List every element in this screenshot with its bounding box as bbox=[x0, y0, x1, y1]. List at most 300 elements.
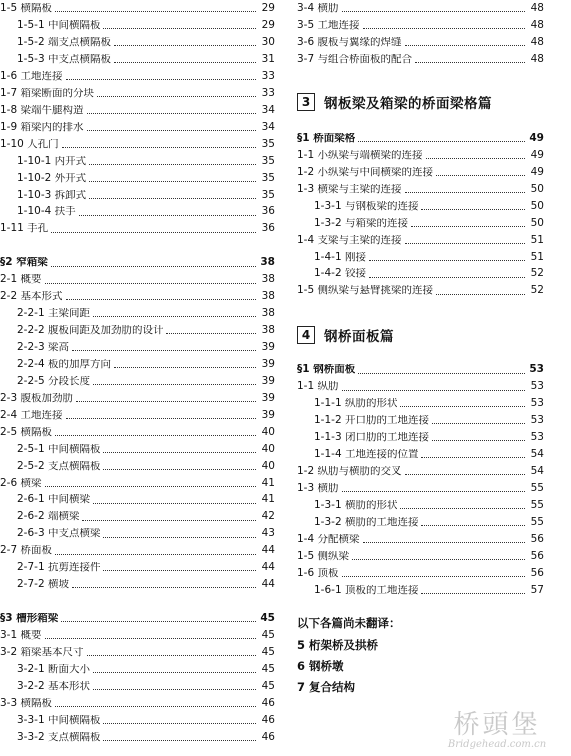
dot-leader bbox=[45, 485, 257, 487]
toc-entry-row[interactable] bbox=[0, 288, 275, 305]
toc-page-number: 41 bbox=[261, 493, 275, 506]
dot-leader bbox=[358, 372, 525, 374]
toc-page-number: 42 bbox=[261, 510, 275, 523]
toc-entry-row[interactable] bbox=[0, 136, 275, 153]
dot-leader bbox=[415, 61, 525, 63]
toc-page-number: 56 bbox=[530, 566, 544, 579]
toc-entry-label: 1-5 侧纵梁 bbox=[297, 550, 349, 562]
toc-entry-label: 1-3 横肋 bbox=[297, 482, 339, 494]
toc-entry-label: 2-2 基本形式 bbox=[0, 291, 63, 302]
toc-entry-row[interactable] bbox=[0, 68, 275, 85]
dot-leader bbox=[432, 439, 525, 441]
toc-entry-row[interactable] bbox=[0, 271, 275, 288]
toc-page-number: 45 bbox=[261, 679, 275, 692]
toc-entry-row[interactable] bbox=[0, 576, 275, 593]
dot-leader bbox=[114, 44, 256, 46]
toc-entry-row[interactable] bbox=[0, 678, 275, 695]
toc-entry-label: 2-3 腹板加劲肋 bbox=[0, 392, 73, 404]
toc-entry-label: 1-1 小纵梁与端横梁的连接 bbox=[297, 149, 423, 161]
toc-page-number: 54 bbox=[530, 448, 544, 461]
toc-entry-row[interactable] bbox=[0, 186, 275, 203]
part-3-toc-list bbox=[297, 130, 544, 299]
toc-entry-row[interactable] bbox=[297, 514, 544, 531]
toc-entry-row[interactable] bbox=[0, 390, 275, 407]
toc-entry-row[interactable] bbox=[297, 198, 544, 215]
dot-leader bbox=[72, 349, 256, 351]
toc-entry-row[interactable] bbox=[0, 17, 275, 34]
toc-entry-row[interactable] bbox=[297, 463, 544, 480]
part-4-title: 钢桥面板篇 bbox=[324, 329, 394, 346]
toc-right-column bbox=[297, 0, 544, 697]
watermark-logo bbox=[437, 704, 557, 750]
toc-entry-label: 1-10-4 扶手 bbox=[17, 206, 76, 217]
toc-page-number: 55 bbox=[530, 498, 544, 511]
toc-entry-row[interactable] bbox=[0, 542, 275, 559]
toc-section-row[interactable] bbox=[0, 610, 275, 627]
toc-entry-row[interactable] bbox=[0, 491, 275, 508]
dot-leader bbox=[93, 383, 256, 385]
toc-entry-row[interactable] bbox=[297, 395, 544, 412]
toc-page-number: 46 bbox=[261, 730, 275, 743]
toc-page-number: 36 bbox=[261, 222, 275, 235]
toc-section-row[interactable] bbox=[297, 130, 544, 147]
dot-leader bbox=[103, 451, 256, 453]
toc-entry-label: 1-5 侧纵梁与悬臂挑梁的连接 bbox=[297, 285, 433, 296]
toc-entry-label: 1-6 工地连接 bbox=[0, 70, 63, 82]
dot-leader bbox=[421, 208, 525, 210]
toc-entry-label: 1-4-2 铰接 bbox=[314, 268, 366, 279]
toc-entry-row[interactable] bbox=[297, 581, 544, 598]
toc-entry-label: 3-6 腹板与翼缘的焊缝 bbox=[297, 37, 402, 48]
toc-page-number: 53 bbox=[530, 414, 544, 427]
toc-entry-row[interactable] bbox=[0, 661, 275, 678]
toc-entry-row[interactable] bbox=[0, 34, 275, 51]
toc-page-number: 57 bbox=[530, 583, 544, 596]
toc-page-number: 36 bbox=[261, 205, 275, 218]
toc-entry-label: 1-5-3 中支点横隔板 bbox=[17, 54, 111, 65]
toc-entry-row[interactable] bbox=[297, 34, 544, 51]
toc-entry-label: 1-3-2 与箱梁的连接 bbox=[314, 217, 408, 229]
toc-entry-label: 1-5-2 端支点横隔板 bbox=[17, 37, 111, 48]
toc-page-number: 56 bbox=[530, 532, 544, 545]
toc-entry-row[interactable] bbox=[0, 508, 275, 525]
untranslated-list bbox=[297, 634, 544, 697]
dot-leader bbox=[93, 502, 256, 504]
dot-leader bbox=[342, 575, 526, 577]
toc-page-number: 35 bbox=[261, 188, 275, 201]
dot-leader bbox=[45, 637, 257, 639]
toc-entry-row[interactable] bbox=[297, 164, 544, 181]
dot-leader bbox=[97, 95, 256, 97]
dot-leader bbox=[55, 10, 256, 12]
toc-page-number: 48 bbox=[530, 19, 544, 32]
dot-leader bbox=[421, 456, 525, 458]
toc-entry-row[interactable] bbox=[297, 378, 544, 395]
toc-entry-row[interactable] bbox=[0, 322, 275, 339]
toc-entry-row[interactable] bbox=[0, 119, 275, 136]
dot-leader bbox=[89, 197, 256, 199]
toc-page-number: 49 bbox=[530, 165, 544, 178]
toc-entry-row[interactable] bbox=[0, 457, 275, 474]
dot-leader bbox=[51, 231, 256, 233]
toc-page-number: 49 bbox=[529, 131, 544, 144]
untranslated-item: 7 复合结构 bbox=[297, 679, 356, 694]
toc-entry-row[interactable] bbox=[297, 214, 544, 231]
dot-leader bbox=[432, 422, 525, 424]
dot-leader bbox=[400, 507, 525, 509]
toc-page-number: 35 bbox=[261, 137, 275, 150]
dot-leader bbox=[103, 569, 256, 571]
dot-leader bbox=[87, 129, 257, 131]
toc-entry-label: 1-1-1 纵肋的形状 bbox=[314, 398, 398, 409]
toc-entry-row[interactable] bbox=[0, 305, 275, 322]
dot-leader bbox=[62, 146, 256, 148]
dot-leader bbox=[342, 389, 526, 391]
toc-page-number: 52 bbox=[530, 284, 544, 297]
toc-entry-label: 2-2-1 主梁间距 bbox=[17, 308, 90, 319]
toc-entry-row[interactable] bbox=[0, 695, 275, 712]
toc-entry-label: 1-2 纵肋与横肋的交叉 bbox=[297, 465, 402, 477]
dot-leader bbox=[76, 400, 256, 402]
toc-page-number: 30 bbox=[261, 36, 275, 49]
dot-leader bbox=[363, 541, 526, 543]
toc-entry-label: 2-2-5 分段长度 bbox=[17, 375, 90, 387]
toc-entry-label: 1-7 箱梁断面的分块 bbox=[0, 87, 94, 99]
toc-page-number: 44 bbox=[261, 578, 275, 591]
dot-leader bbox=[61, 620, 256, 622]
toc-entry-label: 1-4 分配横梁 bbox=[297, 533, 360, 545]
toc-entry-row[interactable] bbox=[297, 429, 544, 446]
toc-entry-label: 3-7 与组合桥面板的配合 bbox=[297, 54, 412, 65]
toc-entry-label: 3-1 概要 bbox=[0, 630, 42, 641]
toc-entry-label: 2-7-1 抗剪连接件 bbox=[17, 562, 101, 573]
toc-page-number: 51 bbox=[530, 250, 544, 263]
dot-leader bbox=[55, 553, 256, 555]
toc-page-number: 45 bbox=[260, 612, 275, 625]
toc-page-number: 39 bbox=[261, 341, 275, 354]
toc-entry-label: 1-1-2 开口肋的工地连接 bbox=[314, 415, 429, 426]
toc-entry-row[interactable] bbox=[297, 531, 544, 548]
toc-page-number: 40 bbox=[261, 442, 275, 455]
toc-entry-label: 2-2-4 板的加厚方向 bbox=[17, 358, 111, 370]
part-3-title: 钢板梁及箱梁的桥面梁格篇 bbox=[324, 95, 492, 112]
toc-page-number: 35 bbox=[261, 171, 275, 184]
dot-leader bbox=[358, 140, 525, 142]
toc-page-number: 53 bbox=[530, 431, 544, 444]
toc-entry-row[interactable] bbox=[297, 282, 544, 299]
dot-leader bbox=[87, 654, 257, 656]
toc-entry-label: 2-4 工地连接 bbox=[0, 409, 63, 421]
toc-entry-label: 2-5-2 支点横隔板 bbox=[17, 460, 101, 472]
toc-entry-label: 3-2-1 断面大小 bbox=[17, 663, 90, 675]
toc-entry-row[interactable] bbox=[0, 644, 275, 661]
toc-entry-row[interactable] bbox=[0, 728, 275, 745]
toc-left-column bbox=[0, 0, 275, 745]
toc-entry-row[interactable] bbox=[0, 102, 275, 119]
part-4-toc-list bbox=[297, 361, 544, 598]
toc-entry-row[interactable] bbox=[0, 203, 275, 220]
toc-page-number: 39 bbox=[261, 391, 275, 404]
toc-entry-row[interactable] bbox=[297, 181, 544, 198]
dot-leader bbox=[166, 332, 256, 334]
toc-page-number: 34 bbox=[261, 103, 275, 116]
toc-entry-label: 2-2-3 梁高 bbox=[17, 342, 69, 353]
toc-entry-row[interactable] bbox=[0, 152, 275, 169]
toc-entry-row[interactable] bbox=[0, 407, 275, 424]
toc-entry-label: 1-4 支梁与主梁的连接 bbox=[297, 234, 402, 246]
part-3-number-box: 3 bbox=[297, 93, 315, 111]
toc-page-number: 52 bbox=[530, 267, 544, 280]
toc-entry-row[interactable] bbox=[297, 17, 544, 34]
toc-entry-label: 1-3-2 横肋的工地连接 bbox=[314, 516, 419, 528]
watermark-en-text: Bridgehead.com.cn bbox=[447, 739, 547, 750]
dot-leader bbox=[114, 61, 256, 63]
dot-leader bbox=[72, 586, 256, 588]
dot-leader bbox=[93, 688, 256, 690]
toc-page-number: 44 bbox=[261, 544, 275, 557]
dot-leader bbox=[55, 434, 256, 436]
toc-entry-row[interactable] bbox=[297, 480, 544, 497]
toc-entry-label: 1-10 人孔门 bbox=[0, 138, 59, 150]
dot-leader bbox=[369, 259, 525, 261]
toc-page-number: 38 bbox=[261, 290, 275, 303]
toc-entry-label: 2-5-1 中间横隔板 bbox=[17, 443, 101, 455]
toc-page-number: 55 bbox=[530, 515, 544, 528]
dot-leader bbox=[369, 276, 525, 278]
toc-page-number: 38 bbox=[261, 307, 275, 320]
toc-entry-label: 2-7 桥面板 bbox=[0, 545, 52, 556]
toc-entry-label: 2-7-2 横坡 bbox=[17, 579, 69, 590]
toc-page-number: 53 bbox=[530, 380, 544, 393]
toc-entry-label: 2-5 横隔板 bbox=[0, 426, 52, 438]
toc-page-number: 43 bbox=[261, 527, 275, 540]
toc-page-number: 45 bbox=[261, 662, 275, 675]
toc-entry-row[interactable] bbox=[297, 265, 544, 282]
toc-page-number: 40 bbox=[261, 425, 275, 438]
toc-section-row[interactable] bbox=[297, 361, 544, 378]
toc-entry-row[interactable] bbox=[0, 525, 275, 542]
toc-page-number: 39 bbox=[261, 374, 275, 387]
toc-entry-row[interactable] bbox=[297, 412, 544, 429]
dot-leader bbox=[103, 536, 256, 538]
toc-entry-label: 1-10-3 拆卸式 bbox=[17, 189, 87, 201]
toc-entry-label: §1 钢桥面板 bbox=[297, 364, 356, 375]
toc-entry-label: 1-10-2 外开式 bbox=[17, 172, 87, 184]
toc-entry-row[interactable] bbox=[297, 51, 544, 68]
toc-entry-row[interactable] bbox=[297, 0, 544, 17]
dot-leader bbox=[87, 112, 257, 114]
toc-entry-row[interactable] bbox=[0, 440, 275, 457]
toc-entry-label: 3-3 横隔板 bbox=[0, 697, 52, 709]
toc-page-number: 38 bbox=[260, 256, 275, 269]
dot-leader bbox=[89, 180, 256, 182]
part-3-heading bbox=[297, 88, 544, 116]
toc-page-number: 39 bbox=[261, 408, 275, 421]
toc-entry-row[interactable] bbox=[0, 373, 275, 390]
dot-leader bbox=[421, 592, 525, 594]
dot-leader bbox=[352, 558, 525, 560]
toc-entry-label: 1-3-1 与钢板梁的连接 bbox=[314, 200, 419, 212]
toc-spacer bbox=[0, 237, 275, 254]
toc-entry-label: 2-1 概要 bbox=[0, 274, 42, 285]
dot-leader bbox=[363, 27, 526, 29]
toc-page-number: 45 bbox=[261, 645, 275, 658]
toc-page-number: 39 bbox=[261, 357, 275, 370]
toc-page-number: 41 bbox=[261, 476, 275, 489]
toc-page-number: 35 bbox=[261, 154, 275, 167]
toc-page-number: 48 bbox=[530, 2, 544, 15]
toc-entry-label: 1-4-1 刚接 bbox=[314, 251, 366, 263]
dot-leader bbox=[400, 405, 525, 407]
toc-page-number: 38 bbox=[261, 324, 275, 337]
toc-page-number: 48 bbox=[530, 53, 544, 66]
toc-section-row[interactable] bbox=[0, 254, 275, 271]
untranslated-heading: 以下各篇尚未翻译： bbox=[297, 616, 401, 631]
toc-entry-label: 1-1-3 闭口肋的工地连接 bbox=[314, 432, 429, 443]
toc-page-number: 54 bbox=[530, 464, 544, 477]
part-4-heading bbox=[297, 321, 544, 349]
toc-entry-row[interactable] bbox=[297, 231, 544, 248]
toc-entry-row[interactable] bbox=[0, 356, 275, 373]
toc-right-top-list bbox=[297, 0, 544, 68]
dot-leader bbox=[89, 163, 256, 165]
dot-leader bbox=[93, 315, 256, 317]
dot-leader bbox=[405, 473, 526, 475]
toc-entry-label: 1-3-1 横肋的形状 bbox=[314, 499, 398, 511]
toc-entry-row[interactable] bbox=[0, 85, 275, 102]
toc-page-number: 31 bbox=[261, 53, 275, 66]
dot-leader bbox=[66, 417, 257, 419]
dot-leader bbox=[342, 10, 526, 12]
toc-entry-row[interactable] bbox=[0, 339, 275, 356]
dot-leader bbox=[103, 739, 256, 741]
toc-entry-row[interactable] bbox=[0, 559, 275, 576]
toc-page-number: 51 bbox=[530, 233, 544, 246]
dot-leader bbox=[79, 214, 256, 216]
toc-spacer bbox=[0, 593, 275, 610]
toc-entry-label: §1 桥面梁格 bbox=[297, 132, 356, 144]
toc-entry-label: 3-3-2 支点横隔板 bbox=[17, 731, 101, 743]
toc-entry-row[interactable] bbox=[0, 474, 275, 491]
dot-leader bbox=[114, 366, 256, 368]
toc-entry-row[interactable] bbox=[0, 0, 275, 17]
toc-entry-label: 3-2 箱梁基本尺寸 bbox=[0, 646, 84, 658]
toc-entry-row[interactable] bbox=[0, 712, 275, 729]
toc-page-number: 48 bbox=[530, 36, 544, 49]
toc-entry-label: 2-6-2 端横梁 bbox=[17, 511, 80, 522]
toc-page-number: 50 bbox=[530, 199, 544, 212]
untranslated-item: 6 钢桥墩 bbox=[297, 658, 344, 673]
toc-entry-row[interactable] bbox=[0, 627, 275, 644]
dot-leader bbox=[66, 78, 257, 80]
dot-leader bbox=[426, 157, 526, 159]
dot-leader bbox=[405, 44, 526, 46]
toc-entry-label: 1-3 横梁与主梁的连接 bbox=[297, 183, 402, 195]
dot-leader bbox=[93, 671, 256, 673]
toc-page-number: 40 bbox=[261, 459, 275, 472]
toc-entry-row[interactable] bbox=[297, 547, 544, 564]
dot-leader bbox=[421, 524, 525, 526]
toc-entry-label: 1-2 小纵梁与中间横梁的连接 bbox=[297, 166, 433, 178]
toc-page-number: 55 bbox=[530, 481, 544, 494]
toc-entry-row[interactable] bbox=[0, 220, 275, 237]
toc-entry-row[interactable] bbox=[297, 564, 544, 581]
toc-page-number: 50 bbox=[530, 216, 544, 229]
toc-entry-label: 3-4 横肋 bbox=[297, 3, 339, 14]
toc-page-number: 53 bbox=[530, 397, 544, 410]
watermark-cn-text: 桥頭堡 bbox=[453, 710, 541, 740]
toc-entry-row[interactable] bbox=[0, 424, 275, 441]
toc-entry-row[interactable] bbox=[0, 51, 275, 68]
toc-entry-label: 2-6 横梁 bbox=[0, 477, 42, 489]
untranslated-item: 5 桁架桥及拱桥 bbox=[297, 637, 379, 652]
toc-page-number: 56 bbox=[530, 549, 544, 562]
toc-entry-label: 1-6-1 顶板的工地连接 bbox=[314, 584, 419, 596]
toc-page-number: 46 bbox=[261, 713, 275, 726]
toc-entry-row[interactable] bbox=[297, 248, 544, 265]
toc-entry-label: 1-8 梁端牛腿构造 bbox=[0, 104, 84, 116]
toc-page-number: 44 bbox=[261, 561, 275, 574]
toc-page-number: 33 bbox=[261, 69, 275, 82]
toc-entry-row[interactable] bbox=[297, 497, 544, 514]
dot-leader bbox=[66, 298, 257, 300]
toc-page-number: 46 bbox=[261, 696, 275, 709]
toc-entry-label: 3-3-1 中间横隔板 bbox=[17, 714, 101, 726]
dot-leader bbox=[405, 242, 526, 244]
dot-leader bbox=[51, 265, 256, 267]
toc-entry-label: 1-5 横隔板 bbox=[0, 3, 52, 14]
toc-entry-label: 1-1 纵肋 bbox=[297, 381, 339, 392]
toc-page-number: 29 bbox=[261, 2, 275, 15]
dot-leader bbox=[342, 490, 526, 492]
toc-entry-row[interactable] bbox=[0, 169, 275, 186]
toc-entry-label: 1-5-1 中间横隔板 bbox=[17, 20, 101, 31]
toc-entry-label: §3 槽形箱梁 bbox=[0, 613, 59, 624]
toc-page-number: 45 bbox=[261, 629, 275, 642]
toc-page-number: 34 bbox=[261, 120, 275, 133]
toc-entry-label: 2-6-1 中间横梁 bbox=[17, 494, 90, 505]
toc-entry-label: 2-2-2 腹板间距及加劲肋的设计 bbox=[17, 325, 164, 336]
dot-leader bbox=[436, 293, 525, 295]
dot-leader bbox=[411, 225, 525, 227]
part-4-number-box: 4 bbox=[297, 326, 315, 344]
dot-leader bbox=[103, 468, 256, 470]
toc-page-number: 33 bbox=[261, 86, 275, 99]
dot-leader bbox=[45, 282, 257, 284]
dot-leader bbox=[55, 705, 256, 707]
toc-entry-label: 1-11 手孔 bbox=[0, 223, 49, 234]
toc-entry-label: §2 窄箱梁 bbox=[0, 257, 48, 268]
toc-entry-row[interactable] bbox=[297, 147, 544, 164]
toc-entry-label: 1-10-1 内开式 bbox=[17, 155, 87, 167]
toc-entry-row[interactable] bbox=[297, 446, 544, 463]
toc-entry-label: 1-6 顶板 bbox=[297, 567, 339, 579]
toc-entry-label: 2-6-3 中支点横梁 bbox=[17, 528, 101, 539]
toc-entry-label: 1-1-4 工地连接的位置 bbox=[314, 449, 419, 460]
toc-page-number: 38 bbox=[261, 273, 275, 286]
toc-page-number: 50 bbox=[530, 182, 544, 195]
toc-entry-label: 1-9 箱梁内的排水 bbox=[0, 121, 84, 133]
dot-leader bbox=[82, 519, 256, 521]
toc-page-number: 29 bbox=[261, 19, 275, 32]
dot-leader bbox=[103, 722, 256, 724]
dot-leader bbox=[405, 191, 526, 193]
toc-entry-label: 3-5 工地连接 bbox=[297, 20, 360, 31]
dot-leader bbox=[436, 174, 525, 176]
toc-entry-label: 3-2-2 基本形状 bbox=[17, 680, 90, 692]
toc-page-number: 49 bbox=[530, 148, 544, 161]
toc-page-number: 53 bbox=[529, 363, 544, 376]
